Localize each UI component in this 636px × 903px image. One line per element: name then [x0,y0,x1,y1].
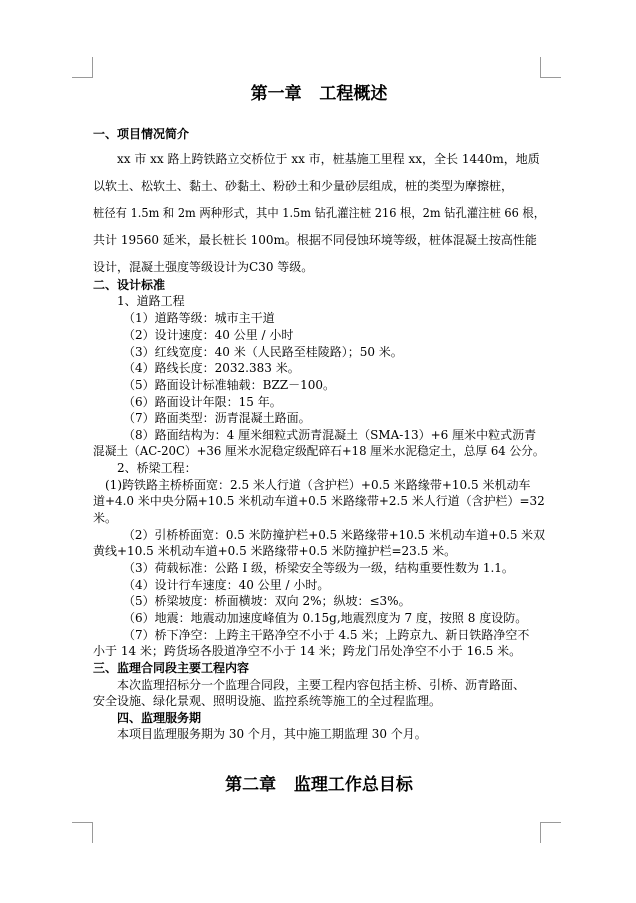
bridge-item: 道+4.0 米中央分隔+10.5 米机动车道+0.5 米路缘带+2.5 米人行道（含护栏）=32 [93,494,545,508]
road-item: （6）路面设计年限：15 年。 [123,395,282,409]
subsection-bridge-title: 2、桥梁工程： [117,461,197,475]
crop-mark-bottom-left [72,822,93,843]
bridge-item: 小于 14 米；跨货场各股道净空不小于 14 米；跨龙门吊处净空不小于 16.5 米。 [93,644,522,658]
bridge-item: （2）引桥桥面宽：0.5 米防撞护栏+0.5 米路缘带+10.5 米机动车道+0.5 米双 [123,528,546,542]
road-item: （4）路线长度：2032.383 米。 [123,361,300,375]
road-item: （3）红线宽度：40 米（人民路至桂陵路）；50 米。 [123,345,403,359]
paragraph-line: 设计，混凝土强度等级设计为C30 等级。 [93,260,314,274]
road-item: 混凝土（AC-20C）+36 厘米水泥稳定级配碎石+18 厘米水泥稳定土，总厚 64 公分。 [93,444,545,458]
section-1-heading: 一、项目情况简介 [93,127,190,141]
road-item: （2）设计速度：40 公里 / 小时 [123,328,294,342]
chapter-2-title: 第二章 监理工作总目标 [225,775,413,795]
paragraph-line: 本次监理招标分一个监理合同段，主要工程内容包括主桥、引桥、沥青路面、 [117,678,526,692]
road-item: （8）路面结构为：4 厘米细粒式沥青混凝土（SMA-13）+6 厘米中粒式沥青 [123,428,537,442]
bridge-item: （4）设计行车速度：40 公里 / 小时。 [123,578,330,592]
bridge-item: 黄线+10.5 米机动车道+0.5 米路缘带+0.5 米防撞护栏=23.5 米。 [93,544,457,558]
bridge-item: （6）地震：地震动加速度峰值为 0.15g,地震烈度为 7 度，按照 8 度设防。 [123,611,528,625]
crop-mark-top-right [540,57,561,78]
paragraph-line: 共计 19560 延米，最长桩长 100m。根据不同侵蚀环境等级，桩体混凝土按高性能 [93,233,537,247]
paragraph-line: 本项目监理服务期为 30 个月，其中施工期监理 30 个月。 [117,727,427,741]
bridge-item: （3）荷载标准：公路 I 级，桥梁安全等级为一级，结构重要性数为 1.1。 [123,561,514,575]
bridge-item: （5）桥梁坡度：桥面横坡：双向 2%；纵坡：≤3%。 [123,594,411,608]
road-item: （7）路面类型：沥青混凝土路面。 [123,411,311,425]
chapter-1-title: 第一章 工程概述 [250,84,388,104]
paragraph-line: 桩径有 1.5m 和 2m 两种形式，其中 1.5m 钻孔灌注桩 216 根，2m 钻孔灌注桩 66 根， [93,206,546,220]
section-2-heading: 二、设计标准 [93,278,166,292]
section-3-heading: 三、监理合同段主要工程内容 [93,661,250,675]
bridge-item: (1)跨铁路主桥桥面宽：2.5 米人行道（含护栏）+0.5 米路缘带+10.5 米机动车 [105,478,531,492]
paragraph-line: xx 市 xx 路上跨铁路立交桥位于 xx 市，桩基施工里程 xx，全长 1440m，地质 [117,152,540,166]
bridge-item: （7）桥下净空：上跨主干路净空不小于 4.5 米；上跨京九、新日铁路净空不 [123,628,530,642]
subsection-road-title: 1、道路工程 [117,294,185,308]
paragraph-line: 以软土、松软土、黏土、砂黏土、粉砂土和少量砂层组成，桩的类型为摩擦桩， [93,179,514,193]
road-item: （1）道路等级：城市主干道 [123,311,275,325]
crop-mark-top-left [72,57,93,78]
road-item: （5）路面设计标准轴载：BZZ－100。 [123,378,336,392]
section-4-heading: 四、监理服务期 [117,711,202,725]
bridge-item: 米。 [93,511,118,525]
paragraph-line: 安全设施、绿化景观、照明设施、监控系统等施工的全过程监理。 [93,694,442,708]
crop-mark-bottom-right [540,822,561,843]
